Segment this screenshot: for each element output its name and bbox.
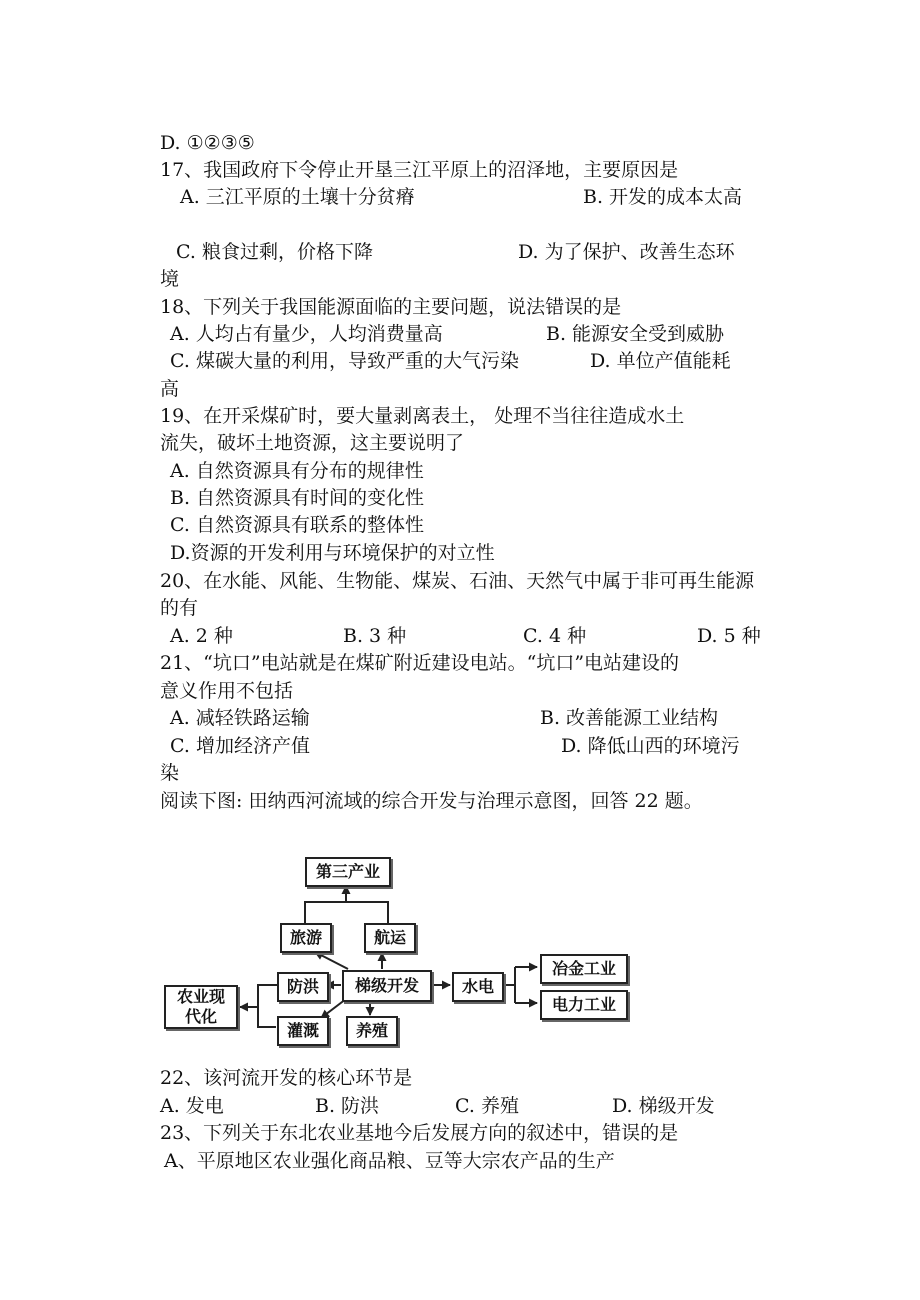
- q22-option-c: C. 养殖: [455, 1095, 519, 1117]
- q21-option-b: B. 改善能源工业结构: [540, 707, 719, 729]
- box-cascade-development: 梯级开发: [342, 970, 432, 1002]
- box-irrigation: 灌溉: [277, 1016, 329, 1046]
- q19-stem-line2: 流失，破坏土地资源，这主要说明了: [160, 432, 465, 454]
- q17-option-c: C. 粮食过剩，价格下降: [176, 241, 373, 263]
- q21-option-d: D. 降低山西的环境污: [561, 735, 740, 757]
- q19-stem-line1: 19、在开采煤矿时，要大量剥离表土， 处理不当往往造成水土: [160, 405, 685, 427]
- q22-stem: 22、该河流开发的核心环节是: [160, 1067, 413, 1089]
- box-metallurgy-industry: 冶金工业: [540, 954, 628, 984]
- q18-option-b: B. 能源安全受到威胁: [546, 323, 725, 345]
- q20-stem-line1: 20、在水能、风能、生物能、煤炭、石油、天然气中属于非可再生能源: [160, 570, 755, 592]
- box-tourism: 旅游: [280, 923, 332, 953]
- q17-stem: 17、我国政府下令停止开垦三江平原上的沼泽地，主要原因是: [160, 159, 679, 181]
- q18-stem: 18、下列关于我国能源面临的主要问题，说法错误的是: [160, 296, 622, 318]
- reading-prompt: 阅读下图: 田纳西河流域的综合开发与治理示意图，回答 22 题。: [160, 790, 703, 812]
- q22-option-d: D. 梯级开发: [612, 1095, 715, 1117]
- q19-option-d: D.资源的开发利用与环境保护的对立性: [170, 542, 495, 564]
- q23-stem: 23、下列关于东北农业基地今后发展方向的叙述中，错误的是: [160, 1122, 679, 1144]
- q20-option-a: A. 2 种: [170, 625, 233, 647]
- q20-option-b: B. 3 种: [343, 625, 407, 647]
- q23-option-a: A、平原地区农业强化商品粮、豆等大宗农产品的生产: [164, 1150, 615, 1172]
- q19-option-b: B. 自然资源具有时间的变化性: [170, 487, 425, 509]
- box-power-industry: 电力工业: [540, 990, 628, 1020]
- q18-option-d: D. 单位产值能耗: [590, 350, 731, 372]
- box-hydropower: 水电: [452, 972, 504, 1002]
- q21-option-d-wrap: 染: [160, 762, 180, 784]
- q19-option-c: C. 自然资源具有联系的整体性: [170, 514, 424, 536]
- q21-option-a: A. 减轻铁路运输: [170, 707, 310, 729]
- box-flood-control: 防洪: [277, 972, 329, 1002]
- q21-stem-line2: 意义作用不包括: [160, 680, 294, 702]
- q20-option-c: C. 4 种: [523, 625, 587, 647]
- q17-option-d: D. 为了保护、改善生态环: [518, 241, 735, 263]
- tva-development-diagram: [160, 852, 640, 1052]
- q22-option-a: A. 发电: [160, 1095, 224, 1117]
- box-aquaculture: 养殖: [346, 1016, 398, 1046]
- box-tertiary-industry: 第三产业: [305, 857, 391, 887]
- q22-option-b: B. 防洪: [315, 1095, 380, 1117]
- q16-option-d: D. ①②③⑤: [160, 132, 255, 154]
- box-agriculture-modernization: 农业现代化: [164, 985, 238, 1029]
- q17-option-a: A. 三江平原的土壤十分贫瘠: [180, 186, 415, 208]
- q18-option-a: A. 人均占有量少，人均消费量高: [170, 323, 443, 345]
- q17-option-d-wrap: 境: [160, 268, 180, 290]
- q21-option-c: C. 增加经济产值: [170, 735, 310, 757]
- arrow-to-tourism: [315, 952, 348, 969]
- q20-option-d: D. 5 种: [697, 625, 761, 647]
- q19-option-a: A. 自然资源具有分布的规律性: [170, 460, 424, 482]
- q18-option-c: C. 煤碳大量的利用，导致严重的大气污染: [170, 350, 519, 372]
- q18-option-d-wrap: 高: [160, 378, 180, 400]
- q21-stem-line1: 21、“坑口”电站就是在煤矿附近建设电站。“坑口”电站建设的: [160, 652, 680, 674]
- connector-flood-irrigation: [257, 985, 277, 1027]
- q17-option-b: B. 开发的成本太高: [583, 186, 743, 208]
- box-shipping: 航运: [364, 923, 416, 953]
- q20-stem-line2: 的有: [160, 597, 199, 619]
- connector-tourism-shipping: [305, 902, 388, 923]
